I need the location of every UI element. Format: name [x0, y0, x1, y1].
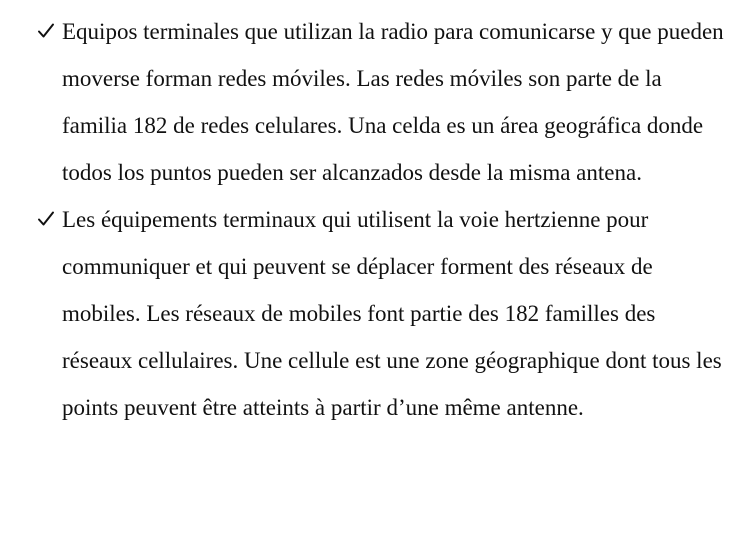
- checkmark-icon: [36, 8, 60, 55]
- checkmark-icon: [36, 196, 60, 243]
- list-item-text: Les équipements terminaux qui utilisent la voie hertzienne pour communiquer et qui peuvent se déplacer forment des réseaux de mobiles. Les réseaux de mobiles font partie des 182 familles des réseaux cellulaires. Une cellule est une zone géographique dont tous les points peuvent être atteints à partir d’une même antenne.: [62, 207, 722, 420]
- list-item-text: Equipos terminales que utilizan la radio para comunicarse y que pueden moverse forman redes móviles. Las redes móviles son parte de la familia 182 de redes celulares. Una celda es un área geográfica donde todos los puntos pueden ser alcanzados desde la misma antena.: [62, 19, 724, 185]
- list-item-french: [36, 196, 726, 431]
- list-item-spanish: [36, 8, 726, 196]
- bullet-list: [36, 8, 726, 431]
